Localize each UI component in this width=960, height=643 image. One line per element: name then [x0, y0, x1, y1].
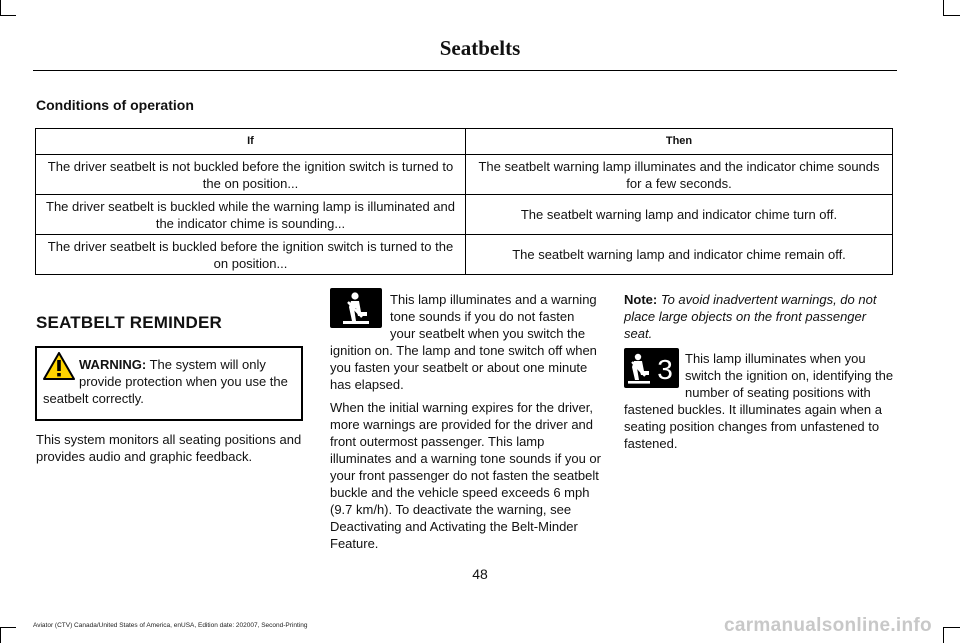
warning-label: WARNING:	[79, 357, 147, 372]
crop-mark	[943, 0, 944, 16]
count-lamp-description: This lamp illuminates when you switch the ignition on, identifying the number of seating positions with fastened buckles. It illuminates again when a seating position changes from unfastened to fastened.	[624, 351, 894, 451]
reminder-paragraph: This system monitors all seating positions and provides audio and graphic feedback.	[36, 432, 302, 464]
lamp-description: This lamp illuminates and a warning tone sounds if you do not fasten your seatbelt when you switch the ignition on. The lamp and tone switch off when you fasten your seatbelt or about one minute has elapsed.	[330, 292, 597, 392]
seatbelt-reminder-heading: SEATBELT REMINDER	[36, 313, 222, 332]
page-header-title: Seatbelts	[439, 36, 521, 60]
conditions-table	[35, 128, 893, 275]
icon-spacer	[624, 350, 685, 388]
crop-mark	[943, 627, 944, 643]
warning-text: The system will only provide protection when you use the seatbelt correctly.	[43, 357, 288, 406]
note-label: Note:	[624, 292, 658, 307]
column-header-if: If	[36, 129, 466, 155]
page-number: 48	[472, 566, 488, 582]
warning-triangle-icon	[43, 352, 75, 380]
icon-spacer	[330, 291, 390, 329]
crop-mark	[0, 15, 16, 16]
cell-if: The driver seatbelt is buckled while the warning lamp is illuminated and the indicator chime is sounding...	[36, 195, 466, 235]
cell-if: The driver seatbelt is not buckled before the ignition switch is turned to the on position...	[36, 155, 466, 195]
header-rule	[33, 70, 897, 71]
footer-edition-text: Aviator (CTV) Canada/United States of America, enUSA, Edition date: 202007, Second-Printing	[33, 622, 308, 629]
cell-if: The driver seatbelt is buckled before the ignition switch is turned to the on position...	[36, 235, 466, 275]
cell-then: The seatbelt warning lamp and indicator chime turn off.	[466, 195, 893, 235]
table-row	[36, 195, 893, 235]
watermark: carmanualsonline.info	[724, 615, 932, 636]
crop-mark	[944, 15, 960, 16]
conditions-heading: Conditions of operation	[36, 97, 194, 113]
note-paragraph	[624, 291, 896, 342]
reminder-paragraph	[330, 291, 602, 393]
cell-then: The seatbelt warning lamp illuminates and the indicator chime sounds for a few seconds.	[466, 155, 893, 195]
crop-mark	[0, 627, 1, 643]
crop-mark	[944, 627, 960, 628]
seatbelt-count-number: 3	[657, 354, 673, 385]
reminder-paragraph	[624, 350, 896, 452]
table-row	[36, 235, 893, 275]
crop-mark	[0, 627, 16, 628]
table-row	[36, 155, 893, 195]
reminder-paragraph: When the initial warning expires for the driver, more warnings are provided for the driver and front outermost passenger. This lamp illuminates and a warning tone sounds if you or your front passenger do not fasten the seatbelt buckle and the vehicle speed exceeds 6 mph (9.7 km/h). To deactivate the warning, see Deactivating and Activating the Belt-Minder Feature.	[330, 400, 601, 551]
note-text: To avoid inadvertent warnings, do not place large objects on the front passenger seat.	[624, 292, 877, 341]
warning-box	[35, 346, 303, 421]
column-header-then: Then	[466, 129, 893, 155]
cell-then: The seatbelt warning lamp and indicator chime remain off.	[466, 235, 893, 275]
table-header-row	[36, 129, 893, 155]
crop-mark	[0, 0, 1, 16]
